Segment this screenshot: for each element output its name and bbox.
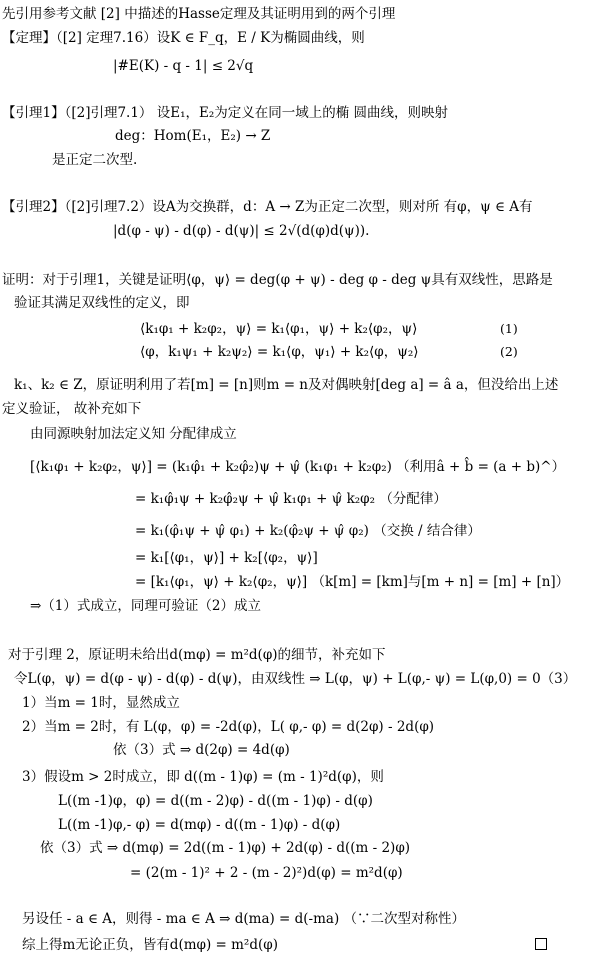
proof-intro-cont: 验证其满足双线性的定义，即 (14, 295, 190, 311)
case-m1: 1）当m = 1时，显然成立 (22, 695, 180, 711)
lemma1-deg-map: deg：Hom(E₁，E₂) → Z (115, 128, 271, 144)
intro-line: 先引用参考文献 [2] 中描述的Hasse定理及其证明用到的两个引理 (2, 6, 396, 22)
induction-eq-4: = (2(m - 1)² + 2 - (m - 2)²)d(φ) = m²d(φ) (130, 865, 403, 881)
derivation-step-4: = k₁[⟨φ₁，ψ⟩] + k₂[⟨φ₂，ψ⟩] (135, 550, 318, 566)
derivation-result: ⇒（1）式成立，同理可验证（2）成立 (30, 598, 261, 614)
theorem-statement: 【定理】（[2] 定理7.16）设K ∈ F_q，E / K为椭圆曲线，则 (2, 30, 365, 46)
hasse-bound: |#E(K) - q - 1| ≤ 2√q (113, 58, 254, 74)
final-conclusion: 综上得m无论正负，皆有d(mφ) = m²d(φ) (22, 937, 278, 953)
proof-intro: 证明：对于引理1，关键是证明⟨φ，ψ⟩ = deg(φ + ψ) - deg φ - deg ψ具有双线性，思路是 (2, 272, 553, 288)
induction-eq-3: 依（3）式 ⇒ d(mφ) = 2d((m - 1)φ) + 2d(φ) - d((m - 2)φ) (40, 840, 411, 856)
induction-eq-2: L((m -1)φ,- φ) = d(mφ) - d((m - 1)φ) - d(φ) (58, 817, 341, 833)
lemma2-proof-intro: 对于引理 2，原证明未给出d(mφ) = m²d(φ)的细节，补充如下 (8, 647, 386, 663)
case-m2-result: 依（3）式 ⇒ d(2φ) = 4d(φ) (113, 742, 290, 758)
remark-dual-map-cont: 定义验证， 故补充如下 (2, 401, 142, 417)
lemma1-conclusion: 是正定二次型. (52, 152, 138, 168)
lemma2-inequality: |d(φ - ψ) - d(φ) - d(ψ)| ≤ 2√(d(φ)d(ψ)). (113, 223, 370, 239)
bilinear-eq-1: ⟨k₁φ₁ + k₂φ₂，ψ⟩ = k₁⟨φ₁，ψ⟩ + k₂⟨φ₂，ψ⟩ (140, 321, 418, 337)
qed-box-icon (535, 938, 547, 950)
eq-label-1: (1) (500, 321, 518, 336)
derivation-step-1: [⟨k₁φ₁ + k₂φ₂，ψ⟩] = (k₁φ̂₁ + k₂φ̂₂)ψ + ψ̂ (k₁φ₁ + k₂φ₂) （利用â + b̂ = (a + b)^） (30, 459, 566, 475)
case-m2: 2）当m = 2时，有 L(φ，φ) = -2d(φ)，L( φ,- φ) = d(2φ) - 2d(φ) (22, 719, 435, 735)
distributive-note: 由同源映射加法定义知 分配律成立 (30, 426, 237, 442)
derivation-step-3: = k₁(φ̂₁ψ + ψ̂ φ₁) + k₂(φ̂₂ψ + ψ̂ φ₂) （交换 / 结合律） (135, 523, 481, 539)
lemma2-statement: 【引理2】（[2]引理7.2）设A为交换群，d：A → Z为正定二次型，则对所 有φ，ψ ∈ A有 (2, 199, 533, 215)
derivation-step-5: = [k₁⟨φ₁，ψ⟩ + k₂⟨φ₂，ψ⟩] （k[m] = [km]与[m + n] = [m] + [n]） (135, 574, 570, 590)
eq-label-2: (2) (500, 344, 518, 359)
case-induction: 3）假设m > 2时成立，即 d((m - 1)φ) = (m - 1)²d(φ)，则 (22, 769, 384, 785)
negative-case: 另设任 - a ∈ A，则得 - ma ∈ A ⇒ d(ma) = d(-ma) （∵二次型对称性） (22, 911, 466, 927)
define-L: 令L(φ，ψ) = d(φ - ψ) - d(φ) - d(ψ)，由双线性 ⇒ L(φ，ψ) + L(φ,- ψ) = L(φ,0) = 0（3） (14, 671, 577, 687)
induction-eq-1: L((m -1)φ，φ) = d((m - 2)φ) - d((m - 1)φ) - d(φ) (58, 793, 373, 809)
lemma1-statement: 【引理1】（[2]引理7.1） 设E₁，E₂为定义在同一域上的椭 圆曲线，则映射 (2, 105, 449, 121)
remark-dual-map: k₁、k₂ ∈ Z，原证明利用了若[m] = [n]则m = n及对偶映射[deg a] = â a，但没给出上述 (14, 377, 559, 393)
derivation-step-2: = k₁φ̂₁ψ + k₂φ̂₂ψ + ψ̂ k₁φ₁ + ψ̂ k₂φ₂ （分配律） (135, 491, 447, 507)
bilinear-eq-2: ⟨φ，k₁ψ₁ + k₂ψ₂⟩ = k₁⟨φ，ψ₁⟩ + k₂⟨φ，ψ₂⟩ (140, 344, 419, 360)
